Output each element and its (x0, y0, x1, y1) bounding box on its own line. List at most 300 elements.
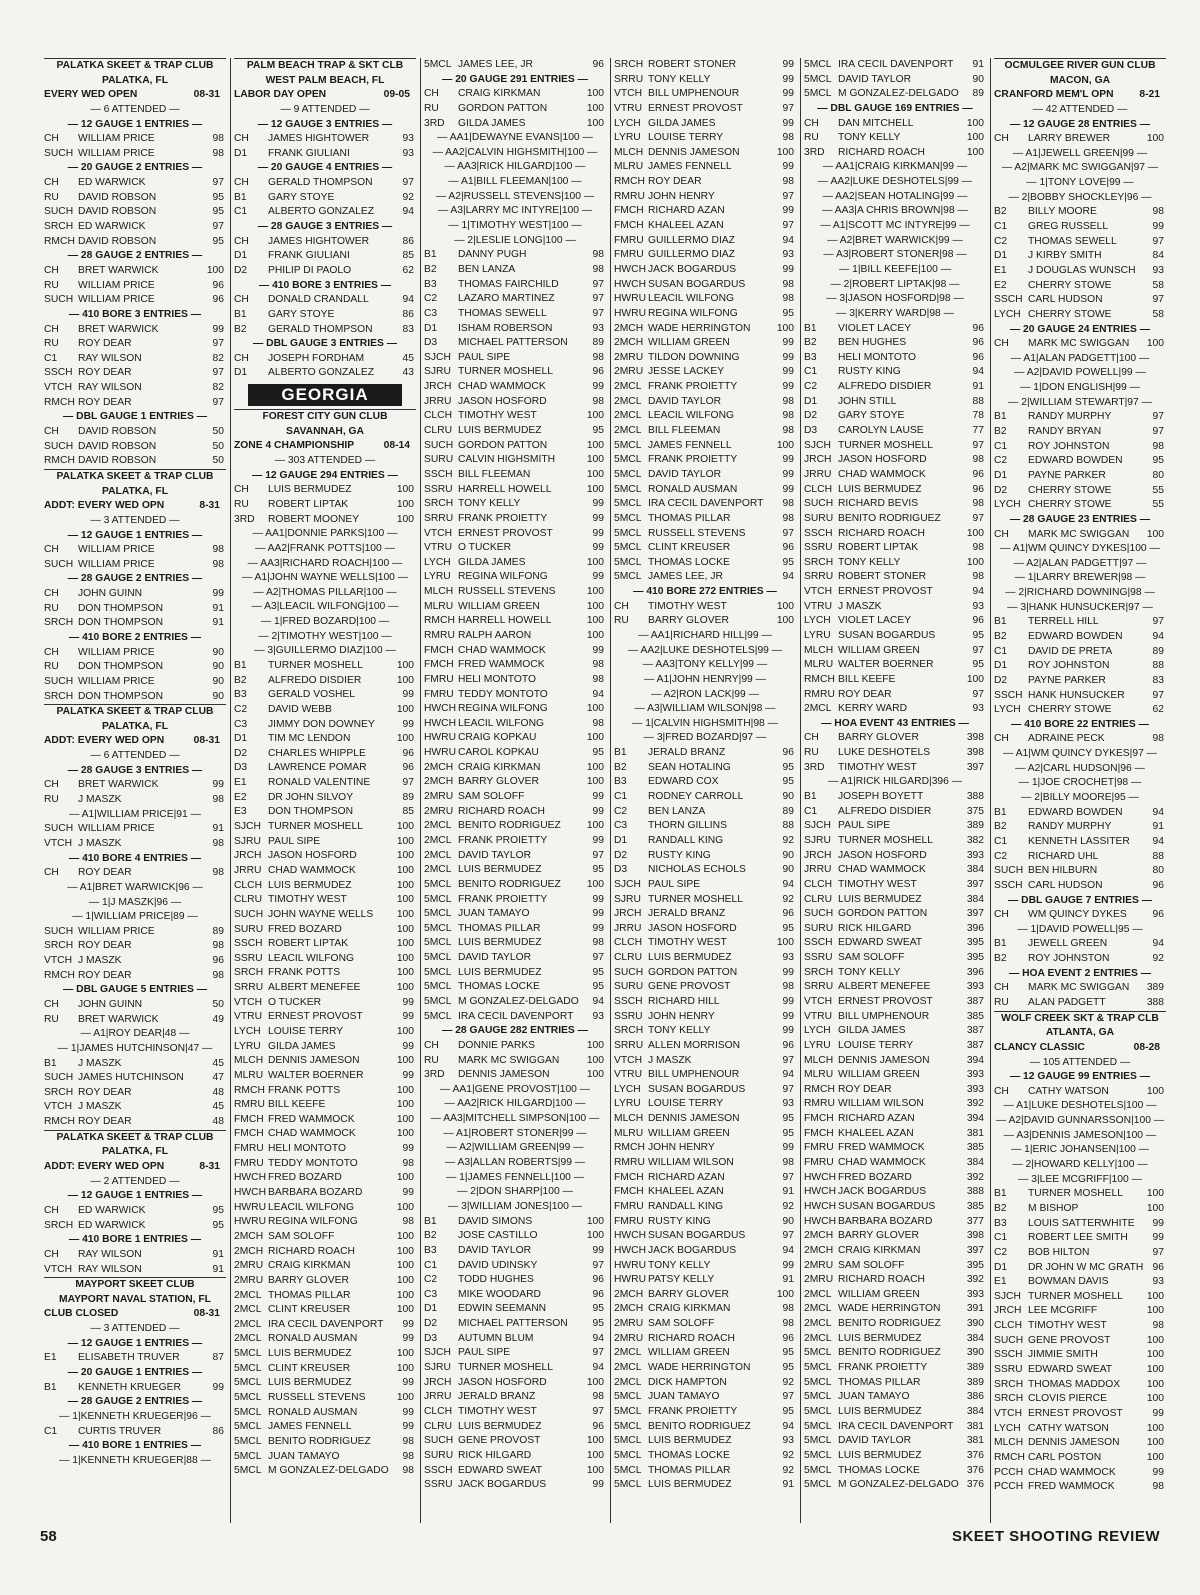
shooter-name: THOMAS PILLAR (648, 512, 731, 524)
result-row (994, 689, 1166, 704)
result-row (234, 1010, 416, 1025)
class-code: RU (44, 602, 59, 614)
shooter-name: BILL UMPHENOUR (648, 1069, 740, 1081)
score: 100 (586, 878, 604, 890)
result-row (994, 850, 1166, 865)
result-row (804, 1376, 986, 1391)
class-code: MLRU (614, 161, 644, 173)
score: 394 (966, 1113, 984, 1125)
shooter-name: DAVID TAYLOR (838, 1435, 912, 1447)
class-code: LYRU (804, 629, 831, 641)
shooter-name: HELI MONTOTO (838, 351, 917, 363)
result-row (994, 279, 1166, 294)
club-header: WOLF CREEK SKT & TRAP CLB (994, 1011, 1166, 1027)
class-code: 2MCL (804, 1288, 832, 1300)
score: 98 (592, 249, 604, 261)
attendance: — 1|JOE CROCHET|98 — (1018, 777, 1142, 789)
result-row (44, 939, 226, 954)
class-code: RMCH (44, 455, 75, 467)
shooter-name: ED WARWICK (78, 1219, 146, 1231)
result-row (804, 629, 986, 644)
result-row (44, 235, 226, 250)
class-code: 5MCL (804, 1464, 832, 1476)
score: 93 (1152, 264, 1164, 276)
attendance: — 1|TIMOTHY WEST|100 — (448, 220, 582, 232)
score: 97 (1152, 411, 1164, 423)
class-code: SRCH (804, 556, 834, 568)
result-row (424, 322, 606, 337)
result-row (614, 248, 796, 263)
shooter-name: JOHN GUINN (78, 588, 143, 600)
shooter-name: CRAIG KIRKMAN (458, 761, 541, 773)
score: 381 (966, 1435, 984, 1447)
shooter-name: ROBERT STONER (838, 571, 927, 583)
result-row (804, 1420, 986, 1435)
score: 397 (966, 878, 984, 890)
shooter-name: RANDALL KING (648, 1200, 724, 1212)
shooter-name: TERRELL HILL (1028, 616, 1099, 628)
result-row (804, 1200, 986, 1215)
shooter-name: LUIS BERMUDEZ (838, 483, 922, 495)
shooter-name: DAVID UDINSKY (458, 1259, 538, 1271)
score: 95 (212, 191, 224, 203)
shooter-name: JERALD BRANZ (648, 908, 726, 920)
result-row (804, 878, 986, 893)
result-row (44, 1248, 226, 1263)
shooter-name: FRED BOZARD (268, 1172, 342, 1184)
score: 86 (402, 235, 414, 247)
shooter-name: BARRY GLOVER (838, 1230, 919, 1242)
shooter-name: ROY JOHNSTON (1028, 440, 1110, 452)
class-code: SRCH (44, 1086, 74, 1098)
shooter-name: EDWARD SWEAT (458, 1464, 543, 1476)
result-row (804, 146, 986, 161)
result-row (234, 732, 416, 747)
result-row (804, 1317, 986, 1332)
class-code: 5MCL (614, 527, 642, 539)
score: 394 (966, 1054, 984, 1066)
shooter-name: DENNIS JAMESON (1028, 1437, 1120, 1449)
result-row (234, 176, 416, 191)
score: 96 (212, 955, 224, 967)
result-row (994, 1231, 1166, 1246)
shooter-name: KENNETH LASSITER (1028, 835, 1130, 847)
shoot-title: CRANFORD MEM'L OPN (994, 89, 1114, 101)
shooter-name: HARRELL HOWELL (458, 615, 552, 627)
result-row (614, 263, 796, 278)
class-code: C2 (424, 1274, 438, 1286)
score: 397 (966, 908, 984, 920)
score: 95 (592, 966, 604, 978)
shoot-name (234, 88, 416, 103)
shooter-name: ERNEST PROVOST (648, 102, 743, 114)
shooter-name: WILLIAM PRICE (78, 279, 155, 291)
class-code: 2MCL (234, 1289, 262, 1301)
column-1 (44, 58, 231, 1523)
shooter-name: CAROL KOPKAU (458, 747, 539, 759)
shooter-name: EDWARD SWEAT (838, 937, 923, 949)
shooter-name: JAMES HIGHTOWER (268, 235, 370, 247)
score: 93 (782, 1435, 794, 1447)
result-row (234, 323, 416, 338)
score: 377 (966, 1215, 984, 1227)
class-code: 5MCL (804, 1376, 832, 1388)
class-code: B1 (234, 191, 247, 203)
result-row (44, 925, 226, 940)
club-header: PALATKA, FL (102, 485, 168, 497)
shooter-name: DAVID ROBSON (78, 235, 157, 247)
shooter-name: WILLIAM PRICE (78, 133, 155, 145)
column-6 (994, 58, 1166, 1523)
result-row (614, 1083, 796, 1098)
score: 99 (782, 263, 794, 275)
attendance: — A1|WM QUINCY DYKES|100 — (1000, 543, 1160, 555)
score: 96 (402, 762, 414, 774)
event-header: — 20 GAUGE 24 ENTRIES — (1009, 323, 1151, 335)
shooter-name: WILLIAM PRICE (78, 925, 155, 937)
class-code: CH (424, 88, 439, 100)
score: 99 (782, 996, 794, 1007)
shooter-name: LUIS BERMUDEZ (458, 864, 542, 876)
event-header: — 12 GAUGE 1 ENTRIES — (67, 529, 203, 541)
class-code: MLRU (234, 1069, 264, 1081)
class-code: 2MCL (614, 395, 642, 407)
result-row (804, 849, 986, 864)
score: 98 (782, 498, 794, 510)
score: 90 (212, 675, 224, 687)
shooter-name: KHALEEL AZAN (838, 1127, 914, 1139)
class-code: RMCH (234, 1084, 265, 1096)
class-code: 5MCL (614, 468, 642, 480)
class-code: 5MCL (614, 1391, 642, 1403)
attendance: — 3 ATTENDED — (90, 1323, 180, 1335)
result-row (804, 351, 986, 366)
class-code: SRRU (614, 1039, 644, 1051)
score: 94 (782, 571, 794, 583)
result-row (614, 1244, 796, 1259)
score: 98 (212, 794, 224, 806)
score: 100 (1146, 1290, 1164, 1302)
score: 94 (782, 234, 794, 246)
score: 94 (592, 1332, 604, 1344)
score: 96 (972, 351, 984, 363)
shooter-name: TIMOTHY WEST (268, 894, 347, 906)
score: 381 (966, 1127, 984, 1139)
result-row (234, 191, 416, 206)
shooter-name: M GONZALEZ-DELGADO (838, 88, 959, 100)
result-row (804, 87, 986, 102)
result-row (804, 1010, 986, 1025)
class-code: HWCH (234, 1172, 267, 1184)
score: 88 (782, 820, 794, 832)
score: 99 (402, 718, 414, 730)
class-code: 5MCL (804, 1435, 832, 1447)
score: 398 (966, 747, 984, 759)
class-code: B2 (804, 337, 817, 349)
result-row (44, 646, 226, 661)
shooter-name: CLINT KREUSER (648, 542, 731, 554)
score: 80 (1152, 469, 1164, 481)
result-row (234, 1040, 416, 1055)
class-code: JRCH (424, 381, 452, 393)
result-row (424, 863, 606, 878)
score: 100 (396, 674, 414, 686)
result-row (424, 556, 606, 571)
score: 100 (586, 1215, 604, 1227)
score: 98 (212, 837, 224, 849)
class-code: CLCH (614, 937, 643, 949)
shoot-name (994, 1041, 1166, 1056)
result-row (424, 600, 606, 615)
attendance: — 1|KENNETH KRUEGER|88 — (59, 1454, 211, 1466)
result-row (44, 1263, 226, 1278)
score: 99 (782, 468, 794, 480)
shooter-name: BARRY GLOVER (458, 776, 539, 788)
shooter-name: FRANK PROIETTY (838, 1362, 928, 1374)
attendance: — A1|BRET WARWICK|96 — (67, 881, 203, 893)
result-row (234, 805, 416, 820)
result-row (804, 1127, 986, 1142)
score: 99 (782, 117, 794, 129)
class-code: 3RD (804, 146, 825, 158)
shooter-name: GILDA JAMES (458, 556, 526, 568)
score: 100 (1146, 1378, 1164, 1390)
shooter-name: TURNER MOSHELL (458, 1362, 553, 1374)
score: 89 (782, 805, 794, 817)
shooter-name: BILL FLEEMAN (458, 468, 531, 480)
class-code: 2MCH (234, 1230, 264, 1242)
class-code: SJRU (614, 893, 641, 905)
result-row (994, 1422, 1166, 1437)
attendance: — AA1|DEWAYNE EVANS|100 — (437, 132, 593, 144)
class-code: B1 (994, 938, 1007, 950)
result-row (234, 1391, 416, 1406)
shoot-date: 8-31 (199, 500, 220, 512)
score: 97 (592, 1347, 604, 1359)
result-row (994, 1348, 1166, 1363)
score: 100 (586, 483, 604, 495)
shooter-name: BARBARA BOZARD (268, 1187, 363, 1199)
result-row (614, 1332, 796, 1347)
shoot-title: ADDT: EVERY WED OPN (44, 1161, 165, 1173)
shooter-name: RALPH AARON (458, 629, 532, 641)
score: 98 (212, 940, 224, 952)
class-code: E1 (234, 777, 247, 789)
class-code: 5MCL (424, 59, 452, 70)
shooter-name: CRAIG KOPKAU (458, 732, 537, 744)
result-row (234, 1113, 416, 1128)
shooter-name: TIMOTHY WEST (648, 937, 727, 949)
score: 93 (592, 1010, 604, 1022)
class-code: FMCH (424, 644, 454, 656)
result-row (804, 1171, 986, 1186)
result-row (804, 702, 986, 717)
class-code: CH (44, 323, 59, 335)
class-code: 2MCL (424, 849, 452, 861)
class-code: C1 (234, 206, 248, 218)
shooter-name: IRA CECIL DAVENPORT (838, 1420, 954, 1432)
class-code: VTCH (44, 837, 73, 849)
score: 98 (782, 425, 794, 437)
class-code: E1 (44, 1352, 57, 1364)
score: 99 (782, 59, 794, 70)
shooter-name: EDWIN SEEMANN (458, 1303, 547, 1315)
shooter-name: WADE HERRINGTON (838, 1303, 941, 1315)
result-row (424, 775, 606, 790)
result-row (44, 558, 226, 573)
shooter-name: DAVID TAYLOR (458, 849, 532, 861)
result-row (614, 234, 796, 249)
class-code: CLRU (234, 894, 263, 906)
class-code: 2MCL (804, 1303, 832, 1315)
score: 393 (966, 981, 984, 993)
shooter-name: LUIS BERMUDEZ (648, 1479, 732, 1491)
shooter-name: THOMAS PILLAR (458, 922, 541, 934)
attendance: — A1|ROBERT STONER|99 — (443, 1127, 587, 1139)
shooter-name: LUIS BERMUDEZ (268, 484, 352, 496)
result-row (614, 1068, 796, 1083)
shooter-name: REGINA WILFONG (458, 571, 548, 583)
shooter-name: CATHY WATSON (1028, 1085, 1109, 1097)
class-code: SUCH (424, 439, 454, 451)
result-row (804, 966, 986, 981)
shooter-name: BARRY GLOVER (838, 732, 919, 744)
result-row (994, 1363, 1166, 1378)
score: 100 (396, 894, 414, 906)
column-3 (424, 58, 611, 1523)
class-code: C2 (994, 1246, 1008, 1258)
class-code: 3RD (804, 761, 825, 773)
score: 97 (592, 849, 604, 861)
score: 92 (1152, 953, 1164, 965)
score: 97 (592, 1259, 604, 1271)
score: 96 (592, 366, 604, 378)
class-code: D2 (234, 264, 248, 276)
score: 393 (966, 1288, 984, 1300)
class-code: C3 (234, 718, 248, 730)
class-code: CH (994, 733, 1009, 745)
shooter-name: CRAIG KIRKMAN (268, 1260, 351, 1272)
score: 94 (1152, 630, 1164, 642)
attendance: — A3|ALLAN ROBERTS|99 — (444, 1157, 586, 1169)
club-header: PALATKA SKEET & TRAP CLUB (44, 58, 226, 74)
class-code: D2 (994, 484, 1008, 496)
class-code: SRCH (614, 1025, 644, 1037)
shooter-name: DENNIS JAMESON (648, 146, 740, 158)
result-row (804, 819, 986, 834)
shooter-name: GUILLERMO DIAZ (648, 234, 735, 246)
result-row (44, 660, 226, 675)
result-row (234, 1318, 416, 1333)
score: 97 (972, 512, 984, 524)
shooter-name: LUIS BERMUDEZ (458, 966, 542, 978)
score: 100 (396, 498, 414, 510)
result-row (234, 1215, 416, 1230)
shooter-name: THOMAS FAIRCHILD (458, 278, 559, 290)
class-code: FMCH (614, 1171, 644, 1183)
event-header: — 12 GAUGE 99 ENTRIES — (1009, 1071, 1151, 1083)
shooter-name: RUSTY KING (648, 1215, 711, 1227)
shoot-date: 08-28 (1133, 1041, 1160, 1053)
attendance: — 2 ATTENDED — (90, 1175, 180, 1187)
score: 392 (966, 1098, 984, 1110)
class-code: HWCH (804, 1200, 837, 1212)
result-row (424, 351, 606, 366)
attendance: — AA2|RICK HILGARD|100 — (444, 1098, 586, 1110)
attendance: — AA2|CALVIN HIGHSMITH|100 — (432, 146, 598, 158)
score: 94 (592, 996, 604, 1007)
result-row (424, 746, 606, 761)
score: 58 (1152, 308, 1164, 320)
class-code: 2MCL (804, 1332, 832, 1344)
result-row (234, 1157, 416, 1172)
class-code: C1 (994, 1232, 1008, 1244)
class-code: B1 (804, 791, 817, 803)
result-row (614, 966, 796, 981)
score: 84 (1152, 250, 1164, 262)
shooter-name: PATSY KELLY (648, 1274, 715, 1286)
shooter-name: RICK HILGARD (838, 922, 912, 934)
result-row (994, 249, 1166, 264)
result-row (804, 893, 986, 908)
class-code: 3RD (424, 117, 445, 129)
shooter-name: J MASZK (78, 837, 122, 849)
shooter-name: SAM SOLOFF (268, 1230, 335, 1242)
event-header: — 28 GAUGE 23 ENTRIES — (1009, 513, 1151, 525)
magazine-title: SKEET SHOOTING REVIEW (951, 1528, 1160, 1545)
shooter-name: RANDY MURPHY (1028, 411, 1112, 423)
shooter-name: LUKE DESHOTELS (838, 747, 931, 759)
score: 398 (966, 1230, 984, 1242)
shooter-name: RICHARD ROACH (838, 146, 925, 158)
shooter-name: ERNEST PROVOST (838, 996, 933, 1007)
result-row (614, 1229, 796, 1244)
result-row (614, 980, 796, 995)
class-code: 5MCL (424, 981, 452, 993)
result-row (804, 1361, 986, 1376)
shooter-name: DAVID DE PRETA (1028, 645, 1113, 657)
score: 99 (402, 1377, 414, 1389)
score: 96 (592, 59, 604, 70)
class-code: 5MCL (424, 1010, 452, 1022)
result-row (44, 822, 226, 837)
score: 50 (212, 999, 224, 1010)
shooter-name: GERALD THOMPSON (268, 323, 373, 335)
score: 97 (1152, 235, 1164, 247)
class-code: SUCH (44, 925, 74, 937)
attendance: — 1|JAMES HUTCHINSON|47 — (57, 1042, 213, 1054)
result-row (614, 936, 796, 951)
score: 387 (966, 1039, 984, 1051)
result-row (234, 1464, 416, 1479)
class-code: VTRU (614, 102, 643, 114)
attendance: — A2|THOMAS PILLAR|100 — (253, 586, 397, 598)
shoot-date: 08-31 (193, 735, 220, 747)
result-row (804, 1288, 986, 1303)
shooter-name: DENNIS JAMESON (838, 1054, 930, 1066)
score: 100 (396, 938, 414, 950)
class-code: RMCH (994, 1451, 1025, 1463)
shooter-name: CAROLYN LAUSE (838, 425, 924, 437)
score: 99 (402, 1187, 414, 1199)
shooter-name: TIMOTHY WEST (458, 410, 537, 422)
event-header: — 20 GAUGE 1 ENTRIES — (67, 1367, 203, 1379)
score: 95 (212, 235, 224, 247)
result-row (44, 205, 226, 220)
score: 96 (1152, 879, 1164, 891)
score: 392 (966, 1274, 984, 1286)
attendance: — 303 ATTENDED — (274, 455, 376, 467)
